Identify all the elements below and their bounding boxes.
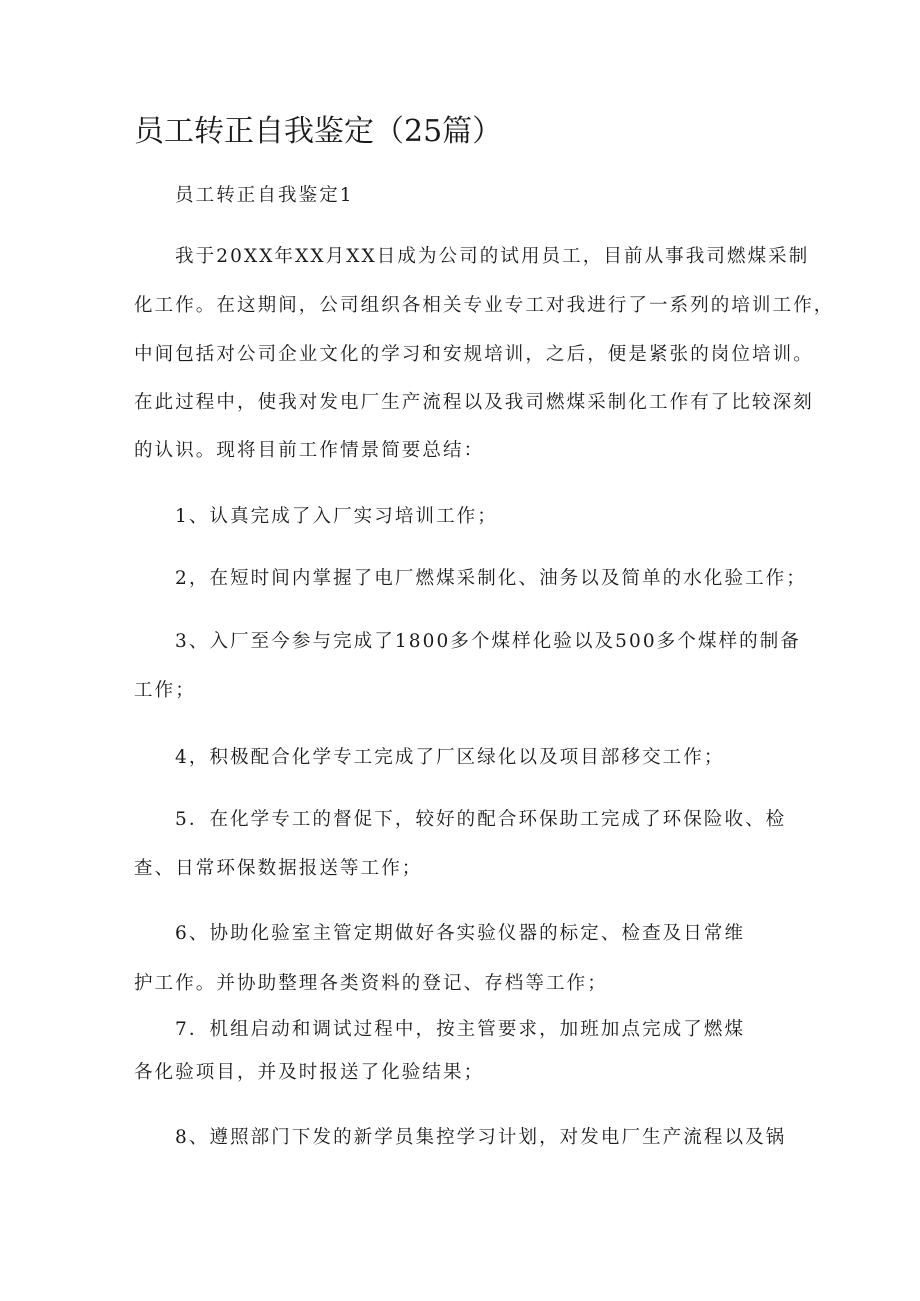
list-item-3-line-2: 工作； bbox=[134, 680, 196, 701]
list-item-5-line-1: 5．在化学专工的督促下，较好的配合环保助工完成了环保险收、检 bbox=[175, 809, 787, 830]
list-item-4-line-1: 4，积极配合化学专工完成了厂区绿化以及项目部移交工作； bbox=[175, 747, 725, 768]
list-item-6-line-2: 护工作。并协助整理各类资料的登记、存档等工作； bbox=[134, 973, 608, 994]
document-title: 员工转正自我鉴定（25篇） bbox=[134, 114, 503, 149]
list-item-7-line-1: 7．机组启动和调试过程中，按主管要求，加班加点完成了燃煤 bbox=[175, 1019, 746, 1040]
list-item-3-line-1: 3、入厂至今参与完成了1800多个煤样化验以及500多个煤样的制备 bbox=[175, 631, 801, 652]
intro-line-1: 我于20XX年XX月XX日成为公司的试用员工，目前从事我司燃煤采制 bbox=[175, 246, 810, 267]
list-item-2-line-1: 2，在短时间内掌握了电厂燃煤采制化、油务以及简单的水化验工作； bbox=[175, 568, 807, 589]
section-heading: 员工转正自我鉴定1 bbox=[175, 185, 354, 206]
list-item-7-line-2: 各化验项目，并及时报送了化验结果； bbox=[134, 1062, 485, 1083]
intro-line-5: 的认识。现将目前工作情景简要总结： bbox=[134, 440, 485, 461]
intro-line-2: 化工作。在这期间，公司组织各相关专业专工对我进行了一系列的培训工作， bbox=[134, 295, 835, 316]
intro-line-4: 在此过程中，使我对发电厂生产流程以及我司燃煤采制化工作有了比较深刻 bbox=[134, 392, 814, 413]
list-item-5-line-2: 查、日常环保数据报送等工作； bbox=[134, 858, 423, 879]
list-item-8-line-1: 8、遵照部门下发的新学员集控学习计划，对发电厂生产流程以及锅 bbox=[175, 1127, 787, 1148]
list-item-1-line-1: 1、认真完成了入厂实习培训工作； bbox=[175, 506, 498, 527]
intro-line-3: 中间包括对公司企业文化的学习和安规培训，之后，便是紧张的岗位培训。 bbox=[134, 344, 814, 365]
list-item-6-line-1: 6、协助化验室主管定期做好各实验仪器的标定、检查及日常维 bbox=[175, 923, 746, 944]
